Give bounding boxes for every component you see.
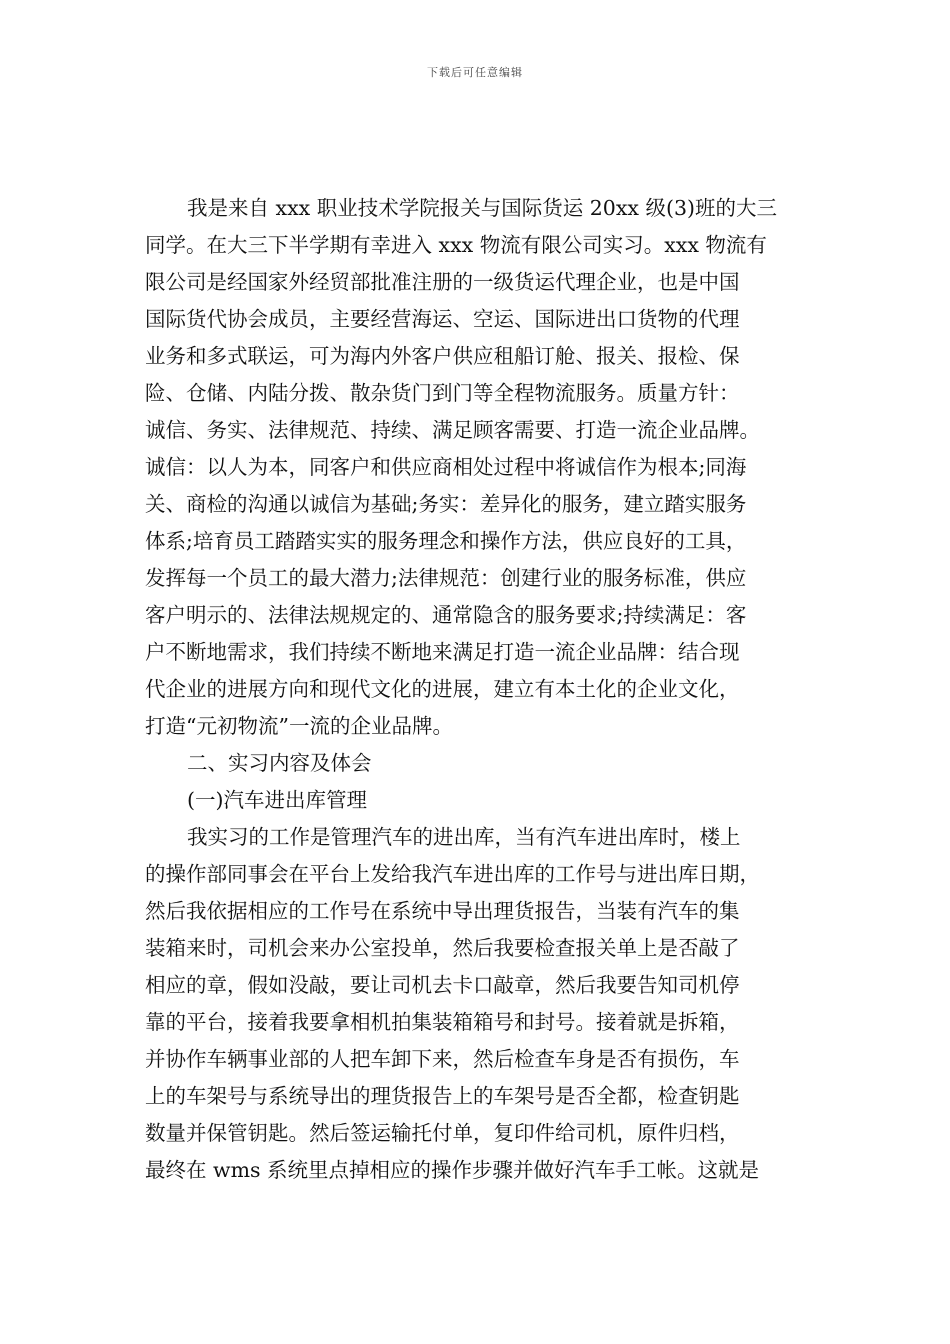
text-line: 诚信、务实、法律规范、持续、满足顾客需要、打造一流企业品牌。 [145, 418, 760, 442]
text-line: 装箱来时，司机会来办公室投单，然后我要检查报关单上是否敲了 [145, 936, 740, 960]
text-line: 然后我依据相应的工作号在系统中导出理货报告，当装有汽车的集 [145, 899, 740, 923]
text-line: 客户明示的、法律法规规定的、通常隐含的服务要求;持续满足：客 [145, 603, 747, 627]
text-line: 发挥每一个员工的最大潜力;法律规范：创建行业的服务标准，供应 [145, 566, 747, 590]
text-line: 业务和多式联运，可为海内外客户供应租船订舱、报关、报检、保 [145, 344, 740, 368]
text-line: 相应的章，假如没敲，要让司机去卡口敲章，然后我要告知司机停 [145, 973, 740, 997]
text-line: 靠的平台，接着我要拿相机拍集装箱箱号和封号。接着就是拆箱， [145, 1010, 740, 1034]
text-line: 并协作车辆事业部的人把车卸下来，然后检查车身是否有损伤，车 [145, 1047, 740, 1071]
text-line: 打造“元初物流”一流的企业品牌。 [145, 714, 453, 738]
text-line: 体系;培育员工踏踏实实的服务理念和操作方法，供应良好的工具， [145, 529, 747, 553]
text-line: 险、仓储、内陆分拨、散杂货门到门等全程物流服务。质量方针： [145, 381, 740, 405]
text-line: 我是来自 xxx 职业技术学院报关与国际货运 20xx 级(3)班的大三 [187, 196, 777, 220]
page-header: 下载后可任意编辑 [427, 66, 523, 79]
text-line: 限公司是经国家外经贸部批准注册的一级货运代理企业，也是中国 [145, 270, 740, 294]
text-line: 数量并保管钥匙。然后签运输托付单，复印件给司机，原件归档， [145, 1121, 740, 1145]
text-line: 最终在 wms 系统里点掉相应的操作步骤并做好汽车手工帐。这就是 [145, 1158, 760, 1182]
text-line: 上的车架号与系统导出的理货报告上的车架号是否全都，检查钥匙 [145, 1084, 740, 1108]
subsection-heading: (一)汽车进出库管理 [187, 788, 367, 812]
text-line: 我实习的工作是管理汽车的进出库，当有汽车进出库时，楼上 [187, 825, 741, 849]
text-line: 关、商检的沟通以诚信为基础;务实：差异化的服务，建立踏实服务 [145, 492, 747, 516]
document-body [145, 190, 815, 1189]
text-line: 诚信：以人为本，同客户和供应商相处过程中将诚信作为根本;同海 [145, 455, 747, 479]
text-line: 代企业的进展方向和现代文化的进展，建立有本土化的企业文化， [145, 677, 740, 701]
text-line: 国际货代协会成员，主要经营海运、空运、国际进出口货物的代理 [145, 307, 740, 331]
section-heading: 二、实习内容及体会 [187, 751, 372, 775]
text-line: 户不断地需求，我们持续不断地来满足打造一流企业品牌：结合现 [145, 640, 740, 664]
text-line: 的操作部同事会在平台上发给我汽车进出库的工作号与进出库日期， [145, 862, 760, 886]
text-line: 同学。在大三下半学期有幸进入 xxx 物流有限公司实习。xxx 物流有 [145, 233, 767, 257]
